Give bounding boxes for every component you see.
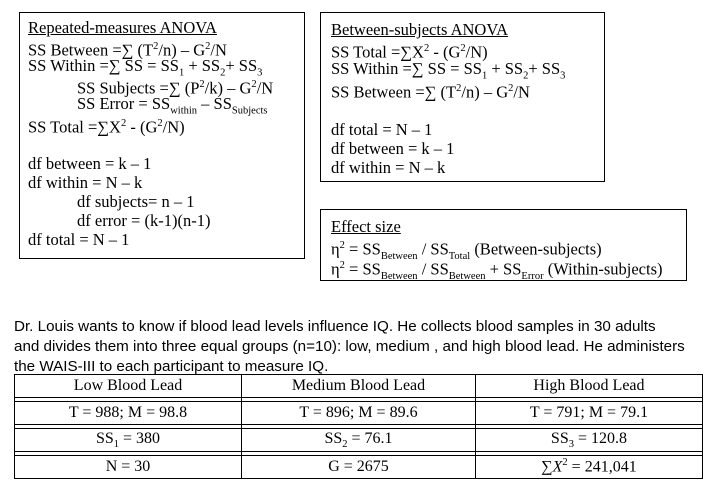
header-medium: Medium Blood Lead xyxy=(242,375,476,398)
cell-t-m-low: T = 988; M = 98.8 xyxy=(15,402,242,425)
problem-line-1: Dr. Louis wants to know if blood lead levels influence IQ. He collects blood samples in 30 adults xyxy=(14,318,656,335)
effect-line-between: $\eta^2 = SS_{Between} / SS_{Total}$ (Between-subjects) xyxy=(331,239,602,262)
cell-sum-x2: $\sum X^2 = 241,041$ xyxy=(475,456,702,479)
repeated-ss-within: SS Within =∑ SS = $SS_1 + SS_2+ SS_3$ xyxy=(28,56,263,79)
repeated-ss-error: SS Error = $SS_{within} - SS_{Subjects}$ xyxy=(77,94,268,117)
table-row-totals xyxy=(15,456,703,479)
effect-line-within: $\eta^2 = SS_{Between} / SS_{Between} + SS_{Error}$ (Within-subjects) xyxy=(331,259,663,282)
repeated-df-total: df total = N – 1 xyxy=(28,230,130,249)
cell-ss-high: $SS_3 = 120.8$ xyxy=(475,429,702,452)
repeated-df-within: df within = N – k xyxy=(28,173,143,192)
table-header-row xyxy=(15,375,703,398)
repeated-df-subjects: df subjects= n – 1 xyxy=(77,192,195,211)
repeated-df-between: df between = k – 1 xyxy=(28,154,152,173)
repeated-title: Repeated-measures ANOVA xyxy=(28,18,217,37)
repeated-df-error: df error = (k-1)(n-1) xyxy=(77,211,211,230)
header-low: Low Blood Lead xyxy=(15,375,242,398)
data-table xyxy=(14,374,703,479)
between-df-between: df between = k – 1 xyxy=(331,139,455,158)
table-row-ss xyxy=(15,429,703,452)
cell-n-total: N = 30 xyxy=(15,456,242,479)
header-high: High Blood Lead xyxy=(475,375,702,398)
between-ss-between: SS Between =∑ $(T^2/n) - G^2/N$ xyxy=(331,82,530,102)
cell-t-m-medium: T = 896; M = 89.6 xyxy=(242,402,476,425)
cell-ss-medium: $SS_2 = 76.1$ xyxy=(242,429,476,452)
repeated-ss-subjects: SS Subjects =∑ $(P^2/k) - G^2/N$ xyxy=(77,78,274,98)
problem-line-3: the WAIS-III to each participant to measure IQ. xyxy=(14,358,329,375)
table-row-t-m xyxy=(15,402,703,425)
between-df-within: df within = N – k xyxy=(331,158,446,177)
between-df-total: df total = N – 1 xyxy=(331,120,433,139)
between-subjects-box xyxy=(320,12,605,182)
repeated-ss-between: SS Between =∑ $(T^2/n) - G^2/N$ xyxy=(28,40,227,60)
effect-size-box xyxy=(320,209,687,281)
effect-title: Effect size xyxy=(331,217,401,236)
repeated-measures-box xyxy=(19,12,305,259)
cell-t-m-high: T = 791; M = 79.1 xyxy=(475,402,702,425)
cell-g-total: G = 2675 xyxy=(242,456,476,479)
cell-ss-low: $SS_1 = 380$ xyxy=(15,429,242,452)
repeated-ss-total: SS Total $=\sum X^2 - (G^2/N)$ xyxy=(28,117,185,137)
between-ss-within: SS Within =∑ SS = $SS_1 + SS_2+ SS_3$ xyxy=(331,59,566,82)
problem-line-2: and divides them into three equal groups (n=10): low, medium , and high blood lead. He administers xyxy=(14,338,685,355)
problem-statement xyxy=(14,317,704,377)
between-ss-total: SS Total $=\sum X^2 - (G^2/N)$ xyxy=(331,42,488,62)
between-title: Between-subjects ANOVA xyxy=(331,20,509,39)
